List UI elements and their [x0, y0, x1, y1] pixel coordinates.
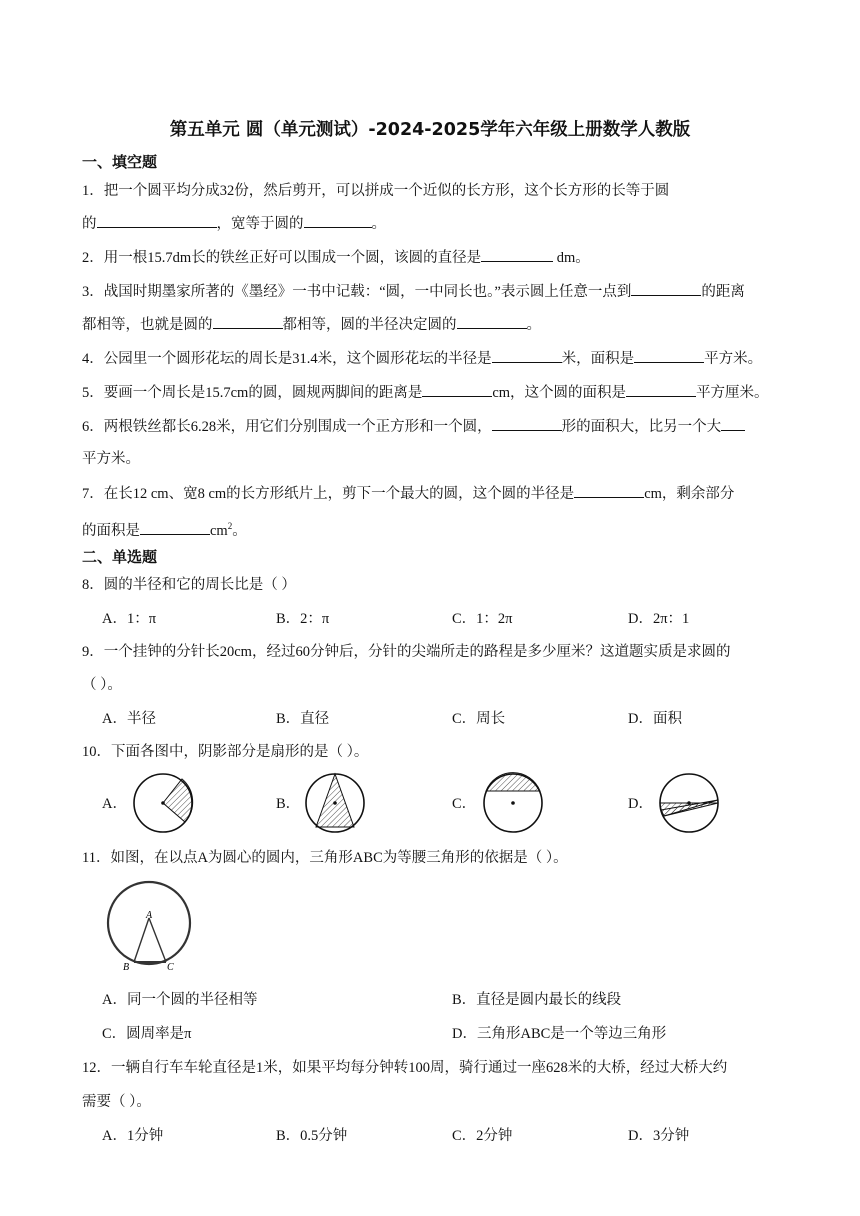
q11-option-b[interactable]: B．直径是圆内最长的线段 [452, 992, 622, 1008]
q10-option-c-label[interactable]: C． [452, 796, 477, 812]
q12-stem-2: 需要（ ）。 [82, 1094, 151, 1110]
q9-option-b[interactable]: B．直径 [276, 711, 330, 727]
q3-blank-3[interactable] [457, 314, 527, 329]
q12-option-a[interactable]: A．1分钟 [102, 1128, 164, 1144]
q9-option-c[interactable]: C．周长 [452, 711, 506, 727]
q7-blank-1[interactable] [574, 483, 644, 498]
q8-option-c[interactable]: C．1：2π [452, 611, 513, 627]
q11-option-c[interactable]: C．圆周率是π [102, 1026, 192, 1042]
q6-blank-1[interactable] [492, 416, 562, 431]
q10-figure-c[interactable] [480, 772, 546, 834]
q11-circle-figure [104, 880, 194, 976]
q11-option-d[interactable]: D．三角形ABC是一个等边三角形 [452, 1026, 667, 1042]
q3-line2: 都相等，也就是圆的 都相等，圆的半径决定圆的 。 [82, 314, 541, 335]
q10-option-b-label[interactable]: B． [276, 796, 301, 812]
q6-line2: 平方米。 [82, 451, 140, 467]
q9-option-a[interactable]: A．半径 [102, 711, 156, 727]
q1-line2: 的 ，宽等于圆的 。 [82, 213, 386, 234]
q1-blank-2[interactable] [304, 213, 372, 228]
q5-line: 5．要画一个周长是15.7cm的圆，圆规两脚间的距离是 cm，这个圆的面积是 平方厘米。 [82, 382, 769, 403]
page-title: 第五单元 圆（单元测试）-2024-2025学年六年级上册数学人教版 [169, 120, 691, 140]
q6-line1: 6．两根铁丝都长6.28米，用它们分别围成一个正方形和一个圆， 形的面积大，比另一个大 [82, 416, 745, 437]
q3-blank-1[interactable] [631, 281, 701, 296]
q10-option-d-label[interactable]: D． [628, 796, 653, 812]
q11-label-a: A [146, 910, 153, 921]
q10-figure-d[interactable] [656, 772, 722, 834]
q12-option-d[interactable]: D．3分钟 [628, 1128, 690, 1144]
q8-stem: 8．圆的半径和它的周长比是（ ） [82, 577, 296, 593]
q10-figure-b[interactable] [302, 772, 368, 834]
q7-blank-2[interactable] [140, 520, 210, 535]
q2-line: 2．用一根15.7dm长的铁丝正好可以围成一个圆，该圆的直径是 dm。 [82, 247, 590, 268]
q11-stem: 11．如图，在以点A为圆心的圆内，三角形ABC为等腰三角形的依据是（ ）。 [82, 850, 568, 866]
q12-option-c[interactable]: C．2分钟 [452, 1128, 513, 1144]
q8-option-d[interactable]: D．2π：1 [628, 611, 690, 627]
q10-option-a-label[interactable]: A． [102, 796, 127, 812]
q3-blank-2[interactable] [213, 314, 283, 329]
q4-line: 4．公园里一个圆形花坛的周长是31.4米，这个圆形花坛的半径是 米，面积是 平方米。 [82, 348, 762, 369]
q11-option-a[interactable]: A．同一个圆的半径相等 [102, 992, 258, 1008]
q8-option-a[interactable]: A．1：π [102, 611, 157, 627]
q10-stem: 10．下面各图中，阴影部分是扇形的是（ ）。 [82, 744, 369, 760]
q9-stem-2: （ ）。 [82, 677, 122, 693]
q4-blank-2[interactable] [634, 348, 704, 363]
q1-blank-1[interactable] [97, 213, 217, 228]
q4-blank-1[interactable] [492, 348, 562, 363]
q11-label-c: C [167, 962, 174, 973]
q1-line1: 1．把一个圆平均分成32份，然后剪开，可以拼成一个近似的长方形，这个长方形的长等于圆 [82, 183, 670, 199]
q7-line1: 7．在长12 cm、宽8 cm的长方形纸片上，剪下一个最大的圆，这个圆的半径是 cm，剩余部分 [82, 483, 734, 504]
q5-blank-1[interactable] [422, 382, 492, 397]
section-fill-heading: 一、填空题 [82, 153, 158, 171]
q9-stem: 9．一个挂钟的分针长20cm，经过60分钟后，分针的尖端所走的路程是多少厘米？这道题实质是求圆的 [82, 644, 731, 660]
q10-figure-a[interactable] [130, 772, 196, 834]
section-single-heading: 二、单选题 [82, 548, 158, 566]
q11-label-b: B [123, 962, 130, 973]
q8-option-b[interactable]: B．2：π [276, 611, 330, 627]
q6-blank-2[interactable] [721, 416, 745, 431]
q2-blank[interactable] [481, 247, 553, 262]
q5-blank-2[interactable] [626, 382, 696, 397]
q12-option-b[interactable]: B．0.5分钟 [276, 1128, 348, 1144]
q3-line1: 3．战国时期墨家所著的《墨经》一书中记载：“圆，一中同长也。”表示圆上任意一点到 的距离 [82, 281, 745, 302]
q7-line2: 的面积是 $cm^2$。 [82, 521, 247, 539]
q12-stem: 12．一辆自行车车轮直径是1米，如果平均每分钟转100周，骑行通过一座628米的大桥，经过大桥大约 [82, 1060, 728, 1076]
q9-option-d[interactable]: D．面积 [628, 711, 682, 727]
